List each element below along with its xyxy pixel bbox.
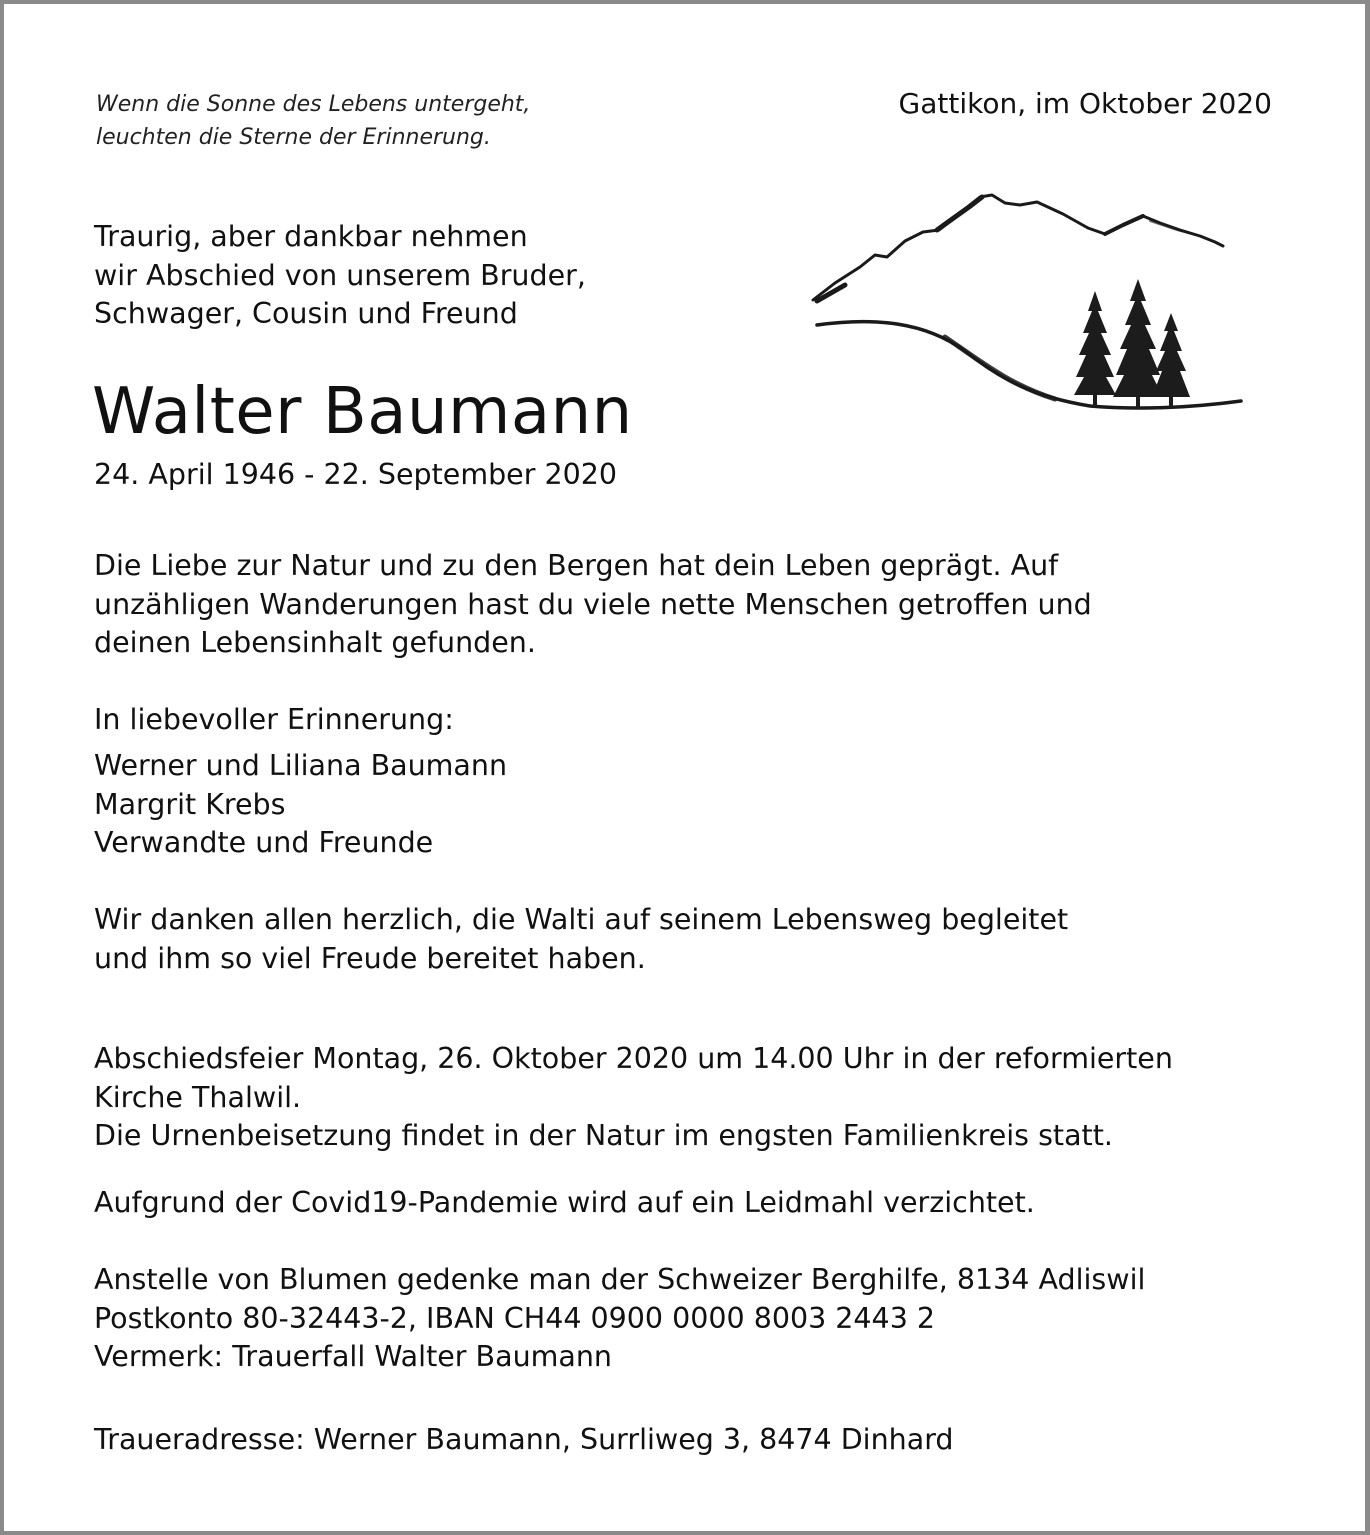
thanks — [94, 901, 1068, 978]
donation-line: Vermerk: Trauerfall Walter Baumann — [94, 1340, 612, 1373]
motto — [96, 88, 530, 154]
intro-line: Schwager, Cousin und Freund — [94, 297, 518, 330]
mourners-list — [94, 747, 507, 863]
donation-line: Anstelle von Blumen gedenke man der Schweizer Berghilfe, 8134 Adliswil — [94, 1263, 1146, 1296]
deceased-name: Walter Baumann — [92, 375, 633, 449]
place-date: Gattikon, im Oktober 2020 — [898, 87, 1272, 120]
mourning-address: Traueradresse: Werner Baumann, Surrliweg 3, 8474 Dinhard — [94, 1423, 954, 1456]
ceremony-line: Die Urnenbeisetzung findet in der Natur im engsten Familienkreis statt. — [94, 1119, 1113, 1152]
ceremony-line: Kirche Thalwil. — [94, 1080, 302, 1114]
tribute — [94, 547, 1092, 663]
motto-line: Wenn die Sonne des Lebens untergeht, — [96, 92, 531, 117]
thanks-line: und ihm so viel Freude bereitet haben. — [94, 941, 646, 975]
donation-line: Postkonto 80-32443-2, IBAN CH44 0900 0000 8003 2443 2 — [94, 1301, 936, 1335]
memory-heading: In liebevoller Erinnerung: — [94, 703, 454, 736]
intro-line: Traurig, aber dankbar nehmen — [94, 220, 528, 253]
tribute-line: Die Liebe zur Natur und zu den Bergen hat dein Leben geprägt. Auf — [94, 549, 1059, 582]
donation-info — [94, 1261, 1145, 1377]
ceremony-info — [94, 1040, 1173, 1156]
mourner-line: Verwandte und Freunde — [94, 826, 434, 859]
covid-note: Aufgrund der Covid19-Pandemie wird auf ein Leidmahl verzichtet. — [94, 1186, 1035, 1219]
mountain-trees-illustration — [805, 185, 1245, 420]
tribute-line: unzähligen Wanderungen hast du viele nette Menschen getroffen und — [94, 587, 1092, 621]
fir-trees — [1074, 279, 1190, 409]
intro — [94, 218, 586, 334]
mourner-line: Margrit Krebs — [94, 787, 286, 821]
thanks-line: Wir danken allen herzlich, die Walti auf seinem Lebensweg begleitet — [94, 903, 1069, 936]
tribute-line: deinen Lebensinhalt gefunden. — [94, 626, 536, 659]
ceremony-line: Abschiedsfeier Montag, 26. Oktober 2020 um 14.00 Uhr in der reformierten — [94, 1042, 1173, 1075]
intro-line: wir Abschied von unserem Bruder, — [94, 258, 586, 292]
mourner-line: Werner und Liliana Baumann — [94, 749, 508, 782]
life-dates: 24. April 1946 - 22. September 2020 — [94, 458, 618, 491]
motto-line: leuchten die Sterne der Erinnerung. — [96, 125, 491, 150]
